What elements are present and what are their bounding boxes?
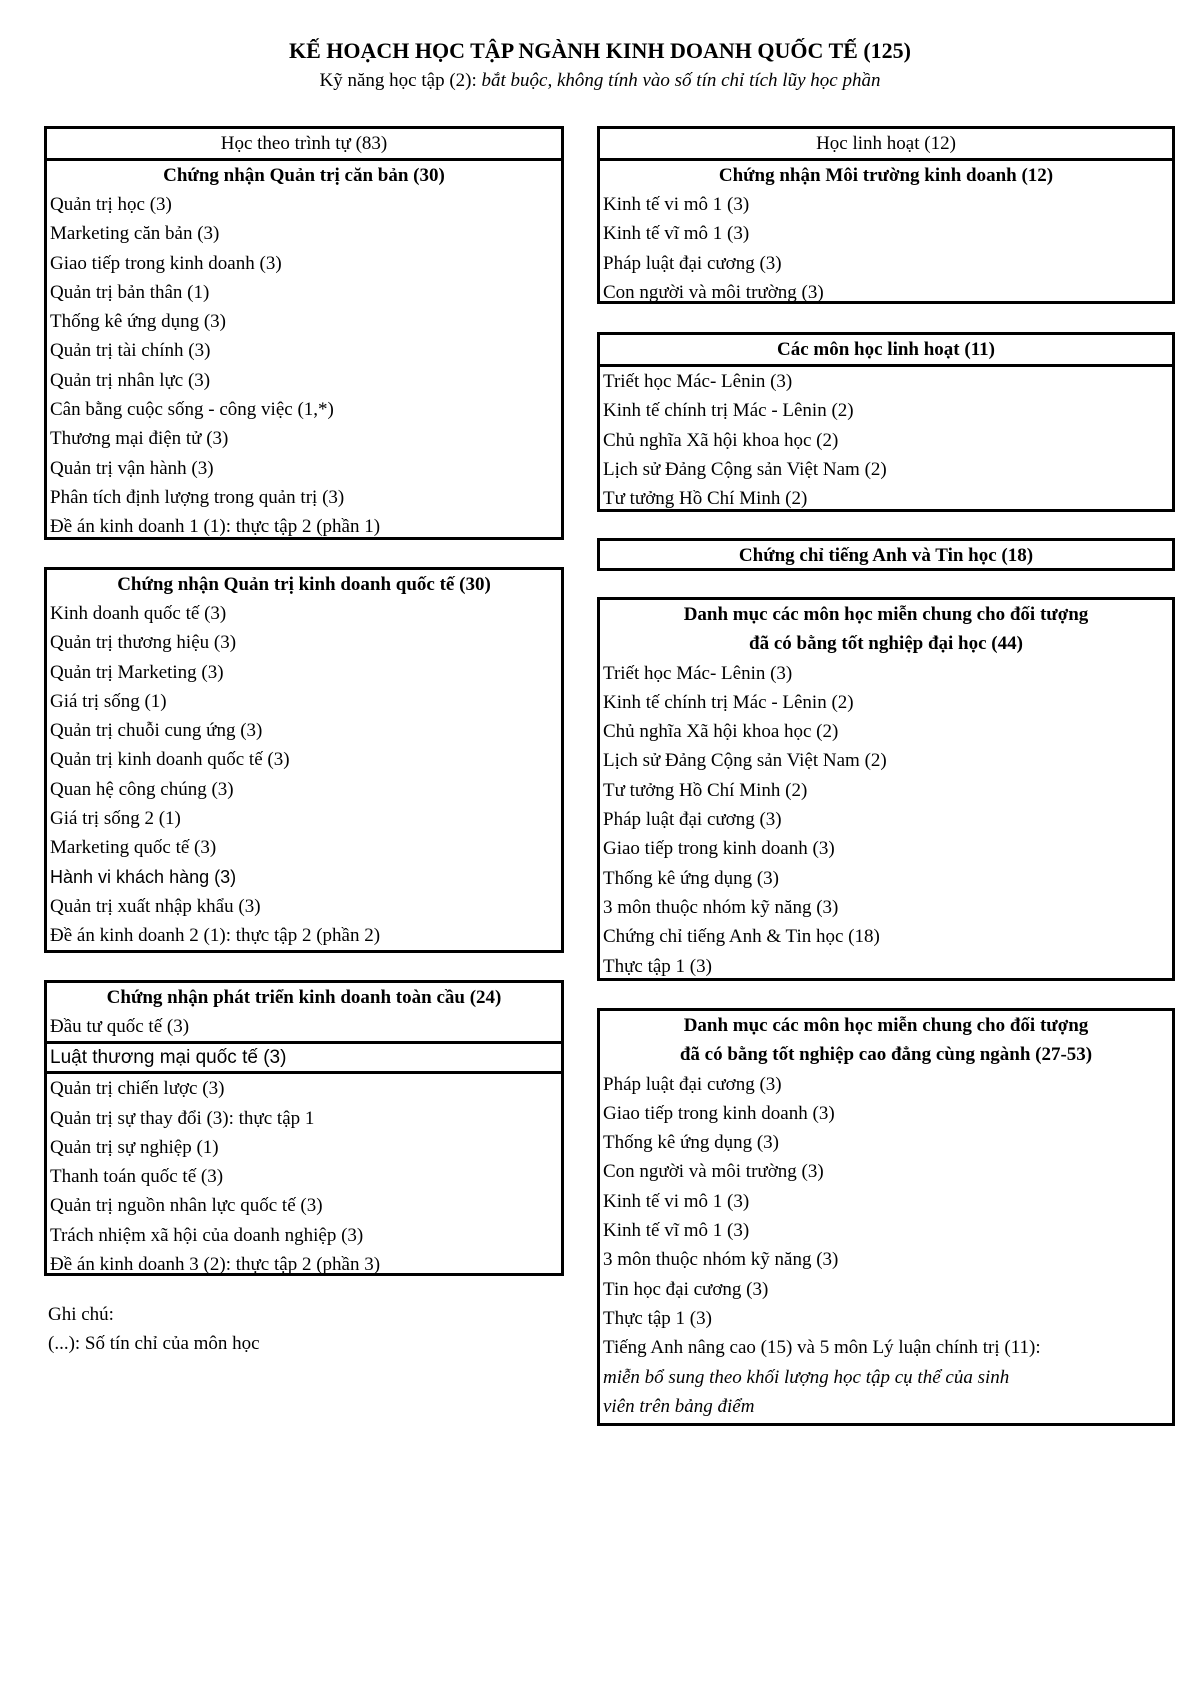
cert-basic-management-title: Chứng nhận Quản trị căn bản (30) (163, 165, 445, 186)
list-item: Đề án kinh doanh 3 (2): thực tập 2 (phần 3) (50, 1254, 381, 1276)
exempt-university-title-line2: đã có bằng tốt nghiệp đại học (44) (749, 633, 1023, 655)
list-item-note: viên trên bảng điểm (603, 1395, 755, 1417)
list-item: Lịch sử Đảng Cộng sản Việt Nam (2) (603, 750, 887, 772)
list-item: Phân tích định lượng trong quản trị (3) (50, 486, 345, 508)
list-item: Trách nhiệm xã hội của doanh nghiệp (3) (50, 1224, 364, 1246)
list-item: Quản trị học (3) (50, 194, 172, 215)
english-it-box (597, 538, 1175, 571)
list-item: Quản trị chuỗi cung ứng (3) (50, 720, 263, 742)
list-item: Quản trị kinh doanh quốc tế (3) (50, 749, 290, 771)
list-item: Kinh tế vi mô 1 (3) (603, 194, 750, 215)
flexible-courses-title: Các môn học linh hoạt (11) (600, 335, 1172, 367)
cert-basic-management-box (44, 126, 564, 540)
list-item: Giao tiếp trong kinh doanh (3) (603, 1102, 835, 1124)
cert-global-business-box (44, 980, 564, 1276)
list-item: Tư tưởng Hồ Chí Minh (2) (603, 488, 808, 510)
list-item: Quản trị nguồn nhân lực quốc tế (3) (50, 1195, 323, 1217)
list-item: Tư tưởng Hồ Chí Minh (2) (603, 779, 808, 801)
list-item: Chứng chỉ tiếng Anh & Tin học (18) (603, 926, 880, 948)
page-title: KẾ HOẠCH HỌC TẬP NGÀNH KINH DOANH QUỐC TẾ (125) (289, 38, 911, 63)
list-item: Quản trị vận hành (3) (50, 457, 214, 479)
english-it-title: Chứng chỉ tiếng Anh và Tin học (18) (738, 545, 1034, 566)
list-item: Giá trị sống (1) (50, 690, 167, 712)
list-item: Con người và môi trường (3) (603, 1161, 824, 1183)
list-item: Cân bằng cuộc sống - công việc (1,*) (50, 399, 334, 421)
list-item: 3 môn thuộc nhóm kỹ năng (3) (603, 896, 839, 918)
exempt-university-title-line1: Danh mục các môn học miễn chung cho đối tượng (683, 604, 1089, 625)
list-item: Thực tập 1 (3) (603, 1307, 712, 1329)
list-item: Thanh toán quốc tế (3) (50, 1166, 224, 1188)
list-item: Triết học Mác- Lênin (3) (603, 662, 793, 684)
notes-label: Ghi chú: (48, 1304, 114, 1325)
list-item: Marketing căn bản (3) (50, 223, 220, 245)
list-item: Quản trị xuất nhập khẩu (3) (50, 895, 261, 917)
list-item: 3 môn thuộc nhóm kỹ năng (3) (603, 1249, 839, 1271)
list-item: Luật thương mại quốc tế (3) (47, 1041, 561, 1074)
list-item: Đề án kinh doanh 1 (1): thực tập 2 (phần 1) (50, 516, 381, 538)
cert-international-business-title: Chứng nhận Quản trị kinh doanh quốc tế (30) (117, 574, 491, 595)
list-item: Thương mại điện tử (3) (50, 428, 229, 450)
list-item: Pháp luật đại cương (3) (603, 1073, 782, 1095)
list-item: Thực tập 1 (3) (603, 955, 712, 977)
flexible-courses-box (597, 332, 1175, 512)
cert-global-business-title: Chứng nhận phát triển kinh doanh toàn cầu (24) (106, 987, 502, 1008)
exempt-university-box (597, 597, 1175, 981)
list-item: Triết học Mác- Lênin (3) (603, 371, 793, 392)
list-item: Lịch sử Đảng Cộng sản Việt Nam (2) (603, 458, 887, 480)
list-item: Quản trị thương hiệu (3) (50, 632, 237, 654)
list-item: Pháp luật đại cương (3) (603, 252, 782, 274)
list-item: Tin học đại cương (3) (603, 1278, 769, 1300)
list-item: Giá trị sống 2 (1) (50, 808, 181, 830)
notes (48, 1300, 260, 1358)
list-item: Giao tiếp trong kinh doanh (3) (50, 252, 282, 274)
list-item: Đầu tư quốc tế (3) (50, 1016, 190, 1037)
cert-business-environment-box (597, 126, 1175, 304)
list-item: Quản trị sự nghiệp (1) (50, 1136, 219, 1158)
list-item: Thống kê ứng dụng (3) (603, 867, 779, 889)
list-item: Kinh tế vi mô 1 (3) (603, 1190, 750, 1212)
list-item: Thống kê ứng dụng (3) (603, 1132, 779, 1154)
list-item: Marketing quốc tế (3) (50, 837, 217, 859)
list-item: Chủ nghĩa Xã hội khoa học (2) (603, 429, 839, 451)
list-item: Quản trị nhân lực (3) (50, 369, 211, 391)
exempt-college-title-line2: đã có bằng tốt nghiệp cao đẳng cùng ngành (27-53) (679, 1044, 1093, 1066)
list-item: Kinh tế vĩ mô 1 (3) (603, 223, 750, 245)
list-item: Tiếng Anh nâng cao (15) và 5 môn Lý luận chính trị (11): (603, 1337, 1041, 1359)
list-item-note: miễn bổ sung theo khối lượng học tập cụ thể của sinh (603, 1366, 1010, 1388)
list-item: Quản trị bản thân (1) (50, 281, 210, 303)
list-item: Kinh tế chính trị Mác - Lênin (2) (603, 400, 854, 422)
exempt-college-box (597, 1008, 1175, 1426)
notes-text: (...): Số tín chỉ của môn học (48, 1333, 260, 1354)
list-item: Thống kê ứng dụng (3) (50, 311, 226, 333)
flex-header: Học linh hoạt (12) (600, 129, 1172, 161)
list-item: Giao tiếp trong kinh doanh (3) (603, 838, 835, 860)
list-item: Hành vi khách hàng (3) (50, 866, 237, 887)
list-item: Kinh doanh quốc tế (3) (50, 603, 227, 624)
cert-business-environment-title: Chứng nhận Môi trường kinh doanh (12) (718, 165, 1054, 186)
list-item: Quản trị Marketing (3) (50, 661, 224, 683)
subtitle-note: bắt buộc, không tính vào số tín chỉ tích lũy học phần (481, 70, 881, 91)
exempt-college-title-line1: Danh mục các môn học miễn chung cho đối tượng (683, 1015, 1089, 1036)
list-item: Kinh tế chính trị Mác - Lênin (2) (603, 691, 854, 713)
cert-international-business-box (44, 567, 564, 953)
sequence-header: Học theo trình tự (83) (47, 129, 561, 161)
list-item: Chủ nghĩa Xã hội khoa học (2) (603, 721, 839, 743)
list-item: Quan hệ công chúng (3) (50, 778, 234, 800)
list-item: Quản trị tài chính (3) (50, 340, 211, 362)
subtitle-prefix: Kỹ năng học tập (2): (319, 70, 482, 91)
list-item: Quản trị sự thay đổi (3): thực tập 1 (50, 1107, 315, 1129)
page-subtitle (0, 70, 1200, 92)
list-item: Quản trị chiến lược (3) (50, 1078, 225, 1100)
list-item: Đề án kinh doanh 2 (1): thực tập 2 (phần 2) (50, 925, 381, 947)
list-item: Kinh tế vĩ mô 1 (3) (603, 1220, 750, 1242)
list-item: Con người và môi trường (3) (603, 281, 824, 303)
list-item: Pháp luật đại cương (3) (603, 809, 782, 831)
